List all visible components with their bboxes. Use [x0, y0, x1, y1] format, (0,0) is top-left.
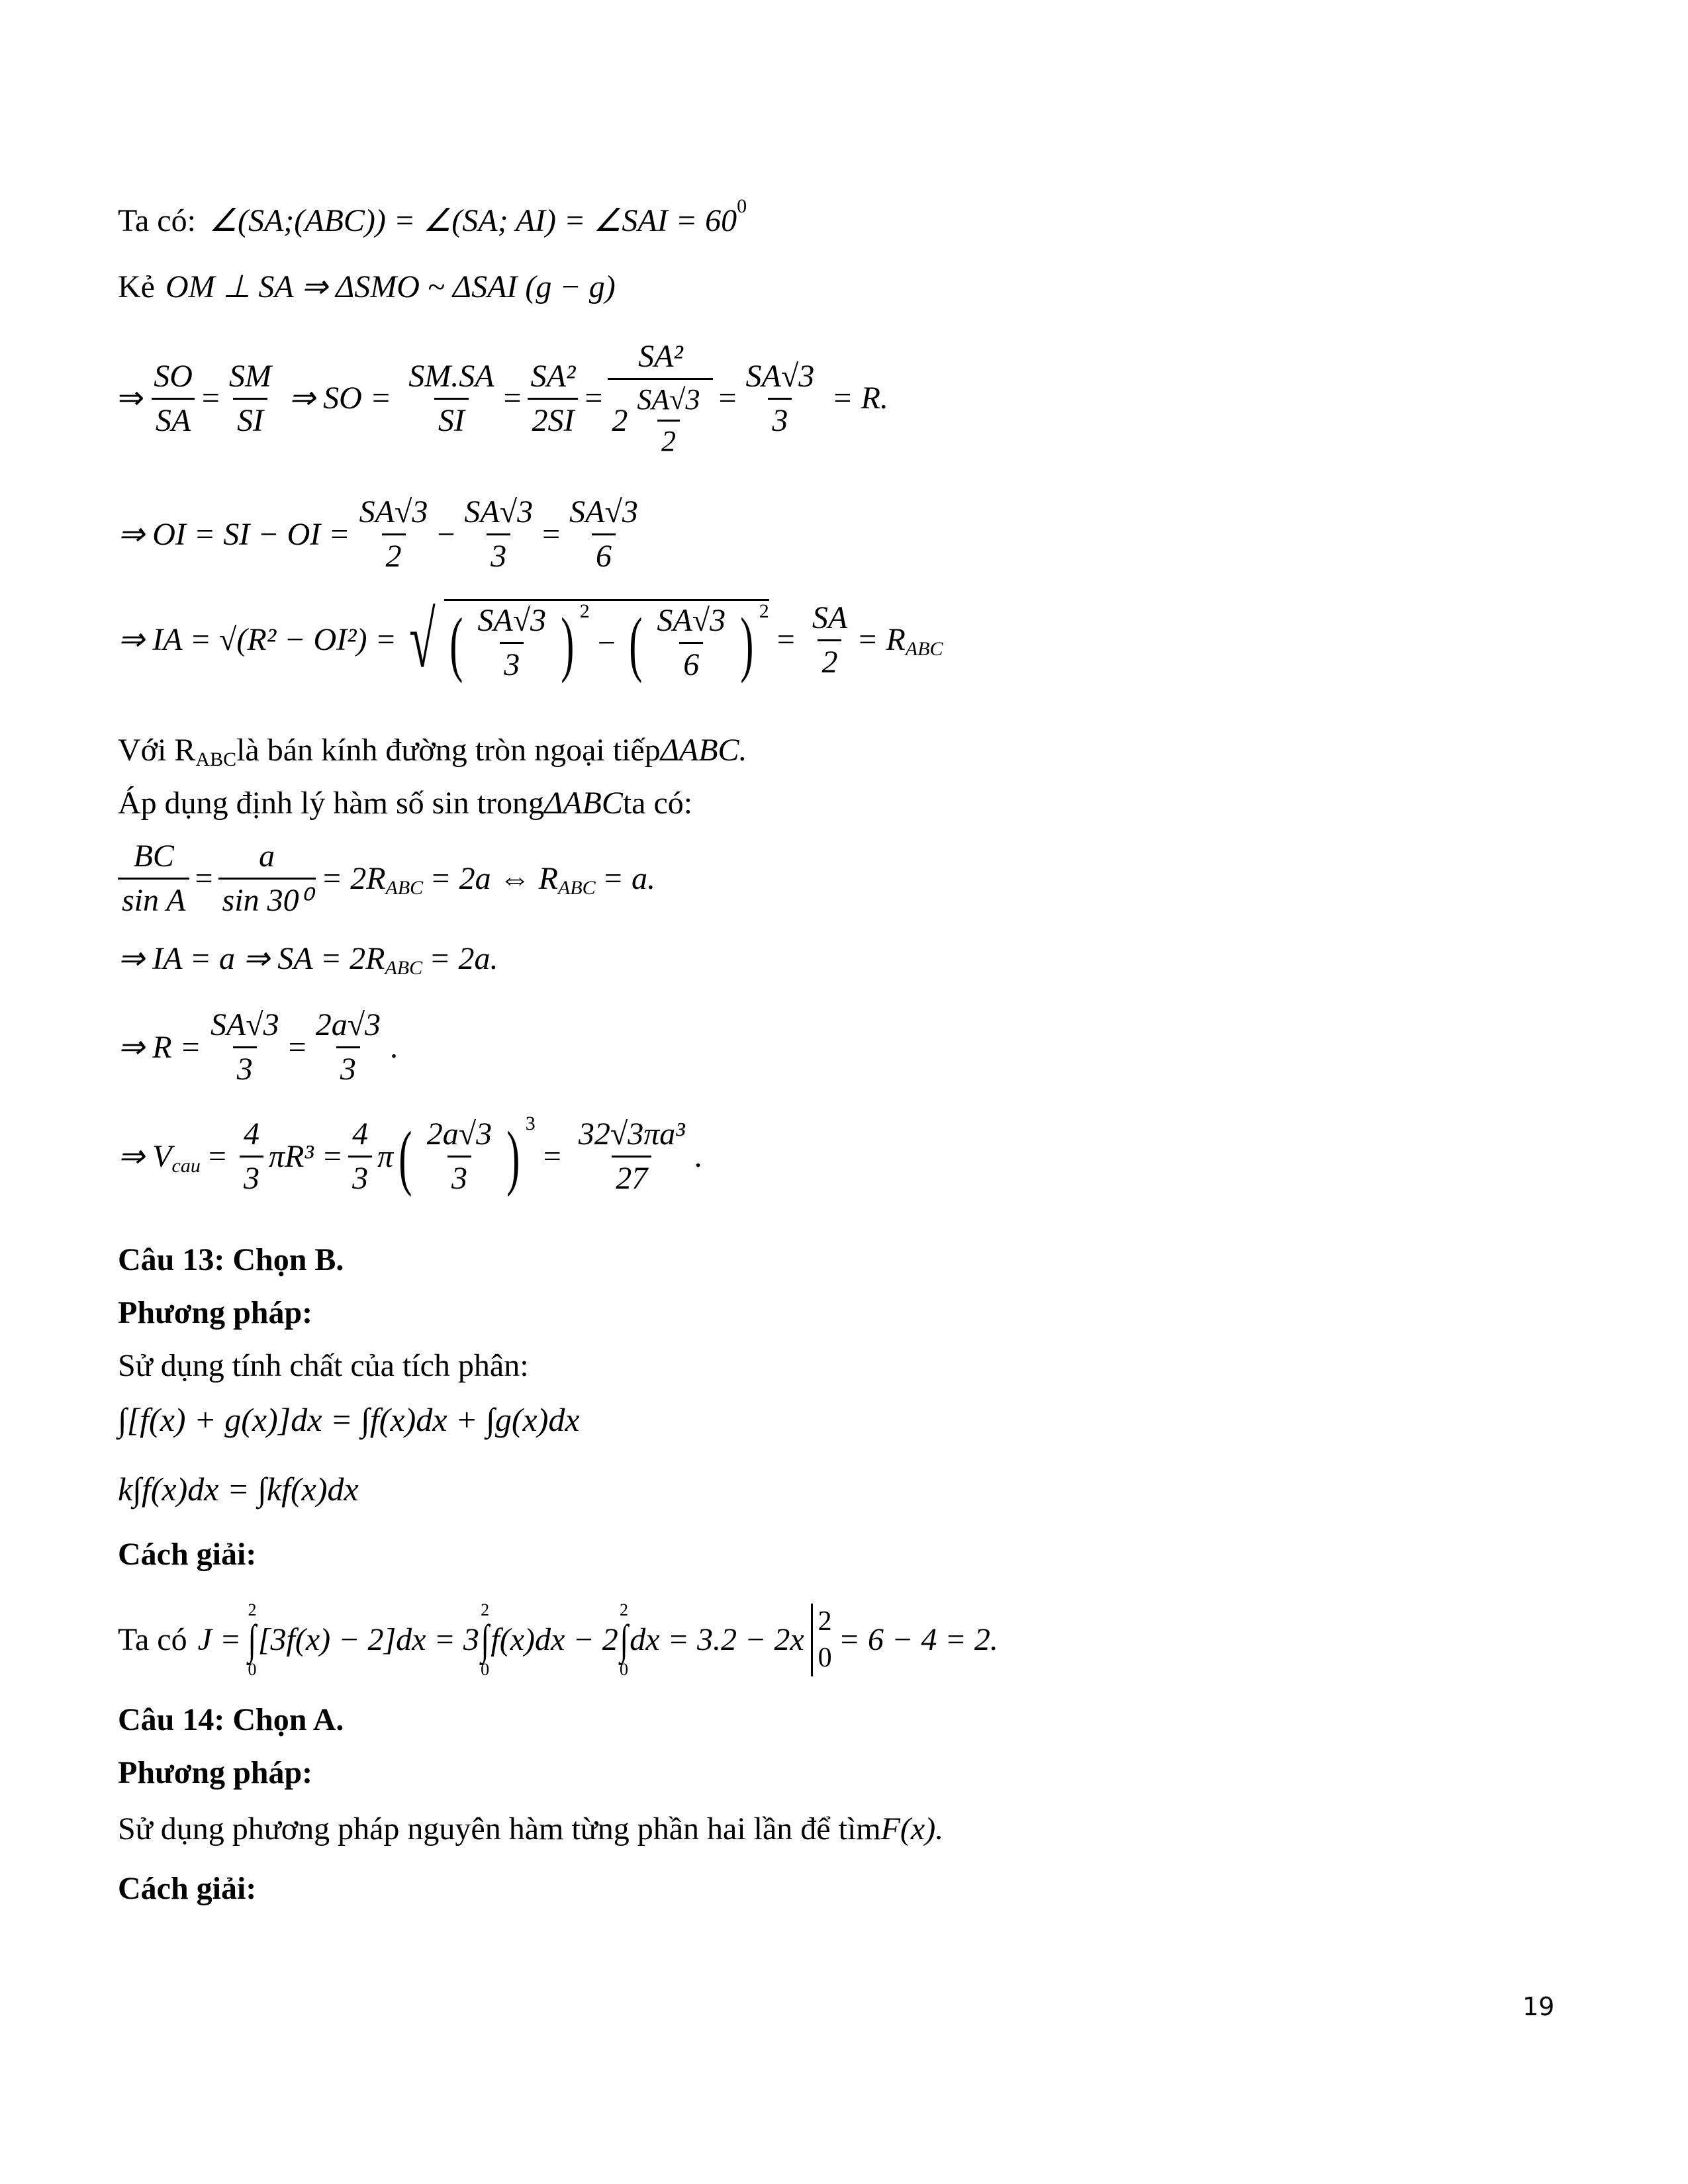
math-text: dx = 3.2 − 2x [630, 1622, 804, 1657]
math-text: ⇒ OI = SI − OI = [118, 516, 350, 552]
line-ia: ⇒ IA = √(R² − OI²) = √ ( $\frac{SA√3}{3}$ ) 2 − ( $\frac{SA√3}{6}$ ) 2 = $\frac{SA}{2}$ = R ABC [118, 596, 943, 684]
paren-left: ( [449, 602, 463, 684]
numerator: SA√3 [569, 494, 638, 529]
denominator: sin 30⁰ [218, 878, 316, 917]
numerator: SO [154, 358, 193, 394]
line-so-formula: ⇒ $\frac{SO}{SA}$ = $\frac{SM}{SI}$ ⇒ SO = $\frac{SM.SA}{SI}$ = $\frac{\text{SA²}}{2SI}$ = SA² 2 $\frac{SA√3}{2}$ = $\frac{SA√3}{3}$ = R. [118, 339, 888, 457]
fraction [527, 358, 580, 438]
superscript: 2 [759, 600, 769, 622]
text: Sử dụng phương pháp nguyên hàm từng phần hai lần để tìm [118, 1811, 881, 1846]
math-text: [3f(x) − 2]dx = 3 [258, 1622, 479, 1657]
lower-limit: 0 [248, 1660, 257, 1679]
heading-cau-13: Câu 13: Chọn B. [118, 1242, 344, 1277]
denominator: 2 [382, 533, 406, 572]
math-text: f(x)dx − 2 [491, 1622, 618, 1657]
text-ke: Kẻ [118, 269, 155, 304]
subscript: ABC [905, 638, 943, 660]
fraction [218, 841, 316, 917]
numerator: SA² [638, 339, 683, 374]
formula-integral-scalar: k∫f(x)dx = ∫kf(x)dx [118, 1471, 359, 1508]
upper-limit: 2 [248, 1600, 257, 1619]
math-text: = 2a. [429, 941, 498, 976]
numerator: SA [812, 600, 848, 635]
integral [246, 1602, 258, 1678]
denominator: sin A [118, 878, 189, 917]
math-text: = [208, 1138, 226, 1174]
fraction [150, 358, 197, 438]
numerator: SA√3 [637, 383, 700, 416]
fraction [742, 358, 819, 438]
lower-limit: 0 [619, 1660, 628, 1679]
text: là bán kính đường tròn ngoại tiếp [236, 733, 661, 768]
paren-right: ) [506, 1116, 520, 1197]
denominator: SI [434, 398, 469, 437]
eval-upper: 2 [818, 1606, 832, 1637]
math-text: . [694, 1138, 702, 1174]
denominator: SI [233, 398, 267, 437]
math-text: F(x). [880, 1811, 944, 1846]
lower-limit: 0 [481, 1660, 490, 1679]
text-ta-co: Ta có: [118, 203, 196, 238]
subscript: cau [171, 1154, 201, 1177]
line-ke [118, 271, 616, 303]
numerator: 4 [352, 1116, 369, 1152]
denominator: 3 [500, 642, 524, 681]
text: ta có: [622, 786, 693, 821]
superscript: 3 [525, 1112, 536, 1134]
paren-right: ) [561, 602, 575, 684]
sqrt-symbol: √ [409, 596, 436, 684]
superscript: 0 [737, 195, 747, 217]
upper-limit: 2 [481, 1600, 490, 1619]
fraction [653, 605, 729, 681]
numerator: 2a√3 [315, 1007, 381, 1042]
numerator: 32√3πa³ [578, 1116, 685, 1152]
formula-integral-sum: ∫[f(x) + g(x)]dx = ∫f(x)dx + ∫g(x)dx [118, 1401, 580, 1438]
numerator: 4 [243, 1116, 259, 1152]
numerator: SA√3 [745, 358, 815, 394]
math-text: = R. [831, 381, 888, 416]
math-text: π [377, 1138, 394, 1174]
evaluation-bar [811, 1604, 832, 1676]
math-text: = 2R [320, 860, 386, 896]
line-volume: ⇒ V cau = $\frac{4}{3}$ πR³ = $\frac{4}{3}$ π ( $\frac{2a√3}{3}$ ) 3 = $\frac{\text{32√3πa³}}{27}$ . [118, 1112, 702, 1197]
subscript: ABC [385, 876, 424, 899]
math-text: ⇒ R = [118, 1029, 201, 1065]
paren-left: ( [629, 602, 643, 684]
text: Ta có [118, 1622, 187, 1657]
math-text: ΔABC [544, 786, 623, 821]
integral-symbol: ∫ [620, 1616, 628, 1663]
fraction [808, 602, 851, 678]
numerator: SA√3 [657, 603, 726, 638]
math-text: ⇒ IA = a ⇒ SA = 2R [118, 941, 385, 976]
subscript: ABC [557, 876, 596, 899]
numerator: SM [228, 358, 271, 394]
denominator: 6 [592, 533, 616, 572]
fraction [423, 1118, 496, 1195]
superscript: 2 [579, 600, 590, 622]
denominator: 3 [240, 1156, 263, 1195]
upper-limit: 2 [619, 1600, 628, 1619]
coefficient: 2 [612, 402, 628, 438]
integral-symbol: ∫ [248, 1616, 257, 1663]
page-number: 19 [1523, 1992, 1555, 2021]
fraction [348, 1118, 372, 1195]
paren-left: ( [399, 1116, 412, 1197]
numerator: SM.SA [408, 358, 494, 394]
numerator: SA√3 [359, 494, 428, 529]
heading-cach-giai: Cách giải: [118, 1537, 257, 1572]
fraction [404, 358, 498, 438]
eval-lower: 0 [818, 1643, 832, 1673]
numerator: SA√3 [210, 1007, 279, 1042]
heading-phuong-phap: Phương pháp: [118, 1295, 313, 1330]
denominator: SA [152, 398, 195, 437]
line-voi [118, 733, 747, 770]
line-ap-dung [118, 788, 692, 819]
text: Với R [118, 733, 196, 768]
denominator: 3 [336, 1046, 360, 1085]
implies-symbol: ⇒ [118, 381, 145, 416]
heading-cach-giai-14: Cách giải: [118, 1871, 257, 1906]
numerator: BC [133, 839, 174, 874]
fraction [240, 1118, 263, 1195]
denominator: 3 [487, 533, 510, 572]
numerator: SA√3 [464, 494, 534, 529]
denominator: 27 [612, 1156, 651, 1195]
math-text: = a. [602, 860, 655, 896]
fraction [633, 385, 704, 456]
integral [618, 1602, 630, 1678]
fraction [207, 1009, 283, 1085]
line-r: ⇒ R = $\frac{SA√3}{3}$ = $\frac{2a√3}{3}$ . [118, 1007, 399, 1087]
heading-cau-14: Câu 14: Chọn A. [118, 1702, 344, 1737]
math-similar: OM ⊥ SA ⇒ ΔSMO ~ ΔSAI (g − g) [165, 269, 616, 304]
math-text: = 6 − 4 = 2. [838, 1622, 998, 1657]
denominator: 2SI [528, 398, 578, 437]
integral-symbol: ∫ [481, 1616, 489, 1663]
fraction-nested [608, 341, 713, 456]
denominator: 3 [233, 1046, 257, 1085]
heading-phuong-phap-14: Phương pháp: [118, 1755, 313, 1790]
denominator [608, 378, 713, 456]
fraction [355, 496, 432, 572]
line-sine-rule: $\frac{BC}{\text{sin A}}$ = $\frac{a}{\text{sin 30⁰}}$ = 2R ABC = 2a ⇔ R ABC = a. [118, 841, 655, 917]
numerator: a [259, 839, 275, 874]
fraction [118, 841, 189, 917]
fraction [565, 496, 642, 572]
subscript: ABC [385, 957, 423, 979]
text-su-dung-14 [118, 1813, 943, 1845]
denominator: 2 [657, 420, 680, 456]
numerator: SA√3 [477, 603, 547, 638]
math-text: ⇒ SO = [288, 381, 392, 416]
numerator: SA² [530, 358, 576, 394]
denominator: 6 [679, 642, 703, 681]
line-oi: ⇒ OI = SI − OI = $\frac{SA√3}{2}$ − $\frac{SA√3}{3}$ = $\frac{SA√3}{6}$ [118, 496, 647, 572]
line-angle [118, 195, 747, 238]
subscript: ABC [195, 749, 237, 770]
denominator: 3 [447, 1156, 471, 1195]
math-text: = 2a ⇔ R [430, 860, 558, 896]
denominator: 3 [348, 1156, 372, 1195]
math-text: ΔABC. [660, 733, 747, 768]
sqrt-radicand: ( $\frac{SA√3}{3}$ ) 2 − ( $\frac{SA√3}{6}$ ) 2 [444, 599, 769, 681]
line-solution-13 [118, 1602, 998, 1678]
text: Áp dụng định lý hàm số sin trong [118, 786, 544, 821]
paren-right: ) [740, 602, 754, 684]
math-angle: ∠(SA;(ABC)) = ∠(SA; AI) = ∠SAI = 60 [209, 203, 737, 238]
fraction [473, 605, 550, 681]
math-text: J = [197, 1622, 242, 1657]
denominator: 2 [818, 639, 841, 678]
math-text: . [390, 1029, 399, 1065]
math-text: πR³ = [268, 1138, 344, 1174]
text-su-dung: Sử dụng tính chất của tích phân: [118, 1348, 529, 1383]
math-text: = R [857, 622, 906, 657]
integral [479, 1602, 491, 1678]
fraction [575, 1118, 689, 1195]
denominator: 3 [768, 398, 792, 437]
math-text: ⇒ V [118, 1138, 172, 1174]
math-text: ⇒ IA = √(R² − OI²) = [118, 622, 397, 657]
line-ia-a [118, 941, 498, 979]
numerator: 2a√3 [426, 1116, 492, 1152]
fraction [460, 496, 537, 572]
fraction [312, 1009, 385, 1085]
fraction [225, 358, 275, 438]
